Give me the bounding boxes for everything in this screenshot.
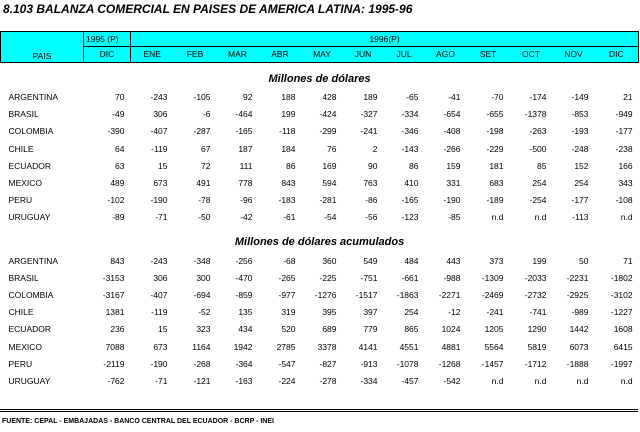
value-cell: -86 [365,195,378,206]
country-cell: ARGENTINA [8,255,59,266]
value-cell: 489 [110,178,125,189]
value-cell: -853 [571,109,589,120]
section-body-acumulados [1,252,639,390]
value-cell: -71 [155,375,168,386]
section-heading-acumulados [1,232,639,252]
value-cell: 236 [110,324,125,335]
value-cell: 92 [243,92,253,103]
value-cell: 360 [322,255,337,266]
value-cell: 373 [489,255,504,266]
month-header: AGO [425,47,467,63]
table-row [1,321,639,338]
table-row [1,338,639,355]
value-cell: -190 [150,358,168,369]
value-cell: -654 [443,109,461,120]
value-cell: -2271 [438,289,461,300]
country-cell: COLOMBIA [8,289,54,300]
table-row [1,355,639,372]
value-cell: -263 [529,126,547,137]
country-cell: CHILE [8,307,34,318]
value-cell: -12 [448,307,461,318]
value-cell: 484 [404,255,419,266]
country-cell: BRASIL [8,272,39,283]
month-header: JUL [384,47,425,63]
value-cell: 4881 [441,341,461,352]
value-cell: n.d [491,212,504,223]
value-cell: 410 [404,178,419,189]
value-cell: 189 [363,92,378,103]
value-cell: -266 [443,143,461,154]
value-cell: 865 [404,324,419,335]
value-cell: 67 [201,143,211,154]
value-cell: -268 [193,358,211,369]
month-header: MAR [217,47,259,63]
value-cell: -1309 [481,272,504,283]
value-cell: -2925 [566,289,589,300]
value-cell: -3167 [102,289,125,300]
value-cell: -3102 [610,289,633,300]
value-cell: 6415 [613,341,633,352]
value-cell: -977 [278,289,296,300]
value-cell: -256 [235,255,253,266]
value-cell: -464 [235,109,253,120]
value-cell: 778 [238,178,253,189]
table-row [1,106,639,123]
value-cell: -123 [401,212,419,223]
value-cell: -3153 [102,272,125,283]
value-cell: 152 [574,160,589,171]
value-cell: -248 [571,143,589,154]
value-cell: 395 [322,307,337,318]
value-cell: -408 [443,126,461,137]
month-header: NOV [553,47,595,63]
value-cell: -500 [529,143,547,154]
value-cell: -102 [107,195,125,206]
value-cell: 90 [368,160,378,171]
value-cell: -241 [360,126,378,137]
value-cell: -149 [571,92,589,103]
country-cell: PERU [8,195,33,206]
section-title: Millones de dólares [268,72,371,85]
value-cell: -96 [240,195,253,206]
value-cell: -407 [150,289,168,300]
value-cell: -751 [360,272,378,283]
value-cell: 520 [281,324,296,335]
value-cell: 21 [623,92,633,103]
value-cell: -243 [150,92,168,103]
value-cell: -989 [571,307,589,318]
value-cell: -238 [615,143,633,154]
value-cell: 397 [363,307,378,318]
value-cell: -119 [151,307,168,318]
value-cell: 4551 [399,341,419,352]
country-cell: ECUADOR [8,324,52,335]
value-cell: -89 [112,212,125,223]
value-cell: 594 [322,178,337,189]
value-cell: -762 [107,375,125,386]
value-cell: 549 [363,255,378,266]
value-cell: -327 [360,109,378,120]
value-cell: 1024 [441,324,461,335]
value-cell: -1457 [481,358,504,369]
month-header: DIC [595,47,639,63]
value-cell: 199 [281,109,296,120]
value-cell: -224 [278,375,296,386]
value-cell: -183 [278,195,296,206]
value-cell: 3378 [317,341,337,352]
value-cell: -694 [193,289,211,300]
value-cell: 86 [409,160,419,171]
value-cell: -108 [615,195,633,206]
table-row [1,252,639,269]
value-cell: 306 [153,272,168,283]
value-cell: -54 [324,212,337,223]
country-cell: CHILE [8,143,34,154]
value-cell: -390 [107,126,125,137]
value-cell: 5564 [484,341,504,352]
value-cell: -85 [448,212,461,223]
value-cell: -299 [319,126,337,137]
month-header: MAY [302,47,343,63]
value-cell: -281 [319,195,337,206]
value-cell: 683 [489,178,504,189]
value-cell: 4141 [358,341,378,352]
value-cell: -49 [112,109,125,120]
value-cell: -165 [401,195,419,206]
value-cell: -41 [448,92,461,103]
value-cell: 72 [201,160,211,171]
value-cell: -1227 [610,307,633,318]
value-cell: -56 [365,212,378,223]
value-cell: 169 [322,160,337,171]
value-cell: 300 [196,272,211,283]
section-heading-millones [1,69,639,89]
table-row [1,286,639,303]
value-cell: -1276 [314,289,337,300]
value-cell: -1378 [524,109,547,120]
value-cell: -1863 [396,289,419,300]
value-cell: -364 [235,358,253,369]
value-cell: 689 [322,324,337,335]
value-cell: -193 [571,126,589,137]
value-cell: -229 [486,143,504,154]
month-header: FEB [174,47,217,63]
value-cell: -424 [319,109,337,120]
value-cell: -61 [283,212,296,223]
value-cell: -334 [360,375,378,386]
value-cell: -278 [319,375,337,386]
value-cell: 843 [281,178,296,189]
value-cell: 1442 [569,324,589,335]
value-cell: -1712 [524,358,547,369]
value-cell: -913 [360,358,378,369]
value-cell: -68 [283,255,296,266]
country-cell: COLOMBIA [8,126,54,137]
section-body-millones [1,89,639,227]
value-cell: -1078 [396,358,419,369]
value-cell: 306 [153,109,168,120]
value-cell: -143 [401,143,419,154]
table-row [1,157,639,174]
value-cell: 1381 [105,307,125,318]
value-cell: -189 [486,195,504,206]
header-row-years [1,32,639,47]
value-cell: 2785 [276,341,296,352]
value-cell: 85 [537,160,547,171]
table-row [1,269,639,286]
value-cell: -119 [151,143,168,154]
value-cell: -113 [572,212,589,223]
value-cell: 2 [372,143,378,154]
country-cell: PERU [8,358,33,369]
value-cell: 111 [239,160,253,171]
table-row [1,372,639,389]
value-cell: 199 [532,255,547,266]
country-cell: URUGUAY [8,375,51,386]
value-cell: n.d [534,212,547,223]
value-cell: 63 [115,160,125,171]
value-cell: 434 [238,324,253,335]
table-row [1,89,639,106]
value-cell: 86 [286,160,296,171]
value-cell: 71 [623,255,633,266]
value-cell: 1608 [613,324,633,335]
value-cell: -190 [443,195,461,206]
value-cell: 70 [115,92,125,103]
country-cell: URUGUAY [8,212,51,223]
value-cell: 15 [158,160,168,171]
value-cell: -2231 [566,272,589,283]
footer-divider-double [0,411,638,412]
value-cell: n.d [620,212,633,223]
footer-divider [0,409,638,410]
value-cell: 673 [153,178,168,189]
value-cell: 491 [196,178,211,189]
value-cell: 323 [196,324,211,335]
value-cell: n.d [620,375,633,386]
value-cell: -225 [319,272,337,283]
value-cell: -542 [443,375,461,386]
value-cell: 254 [574,178,589,189]
value-cell: -741 [529,307,547,318]
year-1996-header: 1996(P) [131,32,639,47]
value-cell: -1802 [610,272,633,283]
value-cell: -2469 [481,289,504,300]
value-cell: -2119 [103,358,125,369]
value-cell: -241 [486,307,504,318]
value-cell: 188 [281,92,296,103]
value-cell: 184 [281,143,296,154]
value-cell: 6073 [569,341,589,352]
value-cell: -52 [198,307,211,318]
table-row [1,192,639,209]
pais-header-top [1,32,84,47]
year-1995-header: 1995 (P) [84,32,131,47]
value-cell: 7088 [105,341,125,352]
value-cell: 343 [618,178,633,189]
value-cell: -165 [235,126,253,137]
value-cell: 166 [618,160,633,171]
trade-balance-table [0,31,639,390]
country-cell: BRASIL [8,109,39,120]
value-cell: -70 [491,92,504,103]
value-cell: 843 [110,255,125,266]
value-cell: 5819 [527,341,547,352]
value-cell: -470 [235,272,253,283]
value-cell: 319 [281,307,296,318]
table-row [1,123,639,140]
table-row [1,140,639,157]
value-cell: -174 [529,92,547,103]
section-title: Millones de dólares acumulados [234,236,405,248]
value-cell: -2732 [524,289,547,300]
value-cell: 673 [153,341,168,352]
value-cell: -71 [155,212,168,223]
country-cell: ARGENTINA [8,92,59,103]
value-cell: 779 [363,324,378,335]
month-header: JUN [343,47,384,63]
value-cell: -1517 [355,289,378,300]
value-cell: n.d [491,375,504,386]
month-header: OCT [510,47,553,63]
value-cell: -547 [278,358,296,369]
value-cell: 254 [532,178,547,189]
value-cell: -65 [406,92,419,103]
month-header: ABR [259,47,302,63]
value-cell: -949 [615,109,633,120]
value-cell: -334 [401,109,419,120]
value-cell: -118 [279,126,296,137]
month-header: ENE [131,47,174,63]
value-cell: -198 [486,126,504,137]
value-cell: -346 [401,126,419,137]
value-cell: -243 [150,255,168,266]
value-cell: -988 [443,272,461,283]
value-cell: 181 [489,160,504,171]
value-cell: -1997 [610,358,633,369]
value-cell: -348 [193,255,211,266]
value-cell: 135 [238,307,253,318]
value-cell: -457 [401,375,419,386]
value-cell: -859 [235,289,253,300]
value-cell: 331 [446,178,461,189]
value-cell: 64 [115,143,125,154]
country-cell: MEXICO [8,178,43,189]
value-cell: n.d [576,375,589,386]
country-cell: ECUADOR [8,160,52,171]
value-cell: 443 [446,255,461,266]
month-header: DIC [84,47,131,63]
header-row-months [1,47,639,63]
value-cell: -1888 [566,358,589,369]
value-cell: -407 [150,126,168,137]
value-cell: 1164 [192,341,211,352]
value-cell: -2033 [524,272,547,283]
value-cell: -78 [198,195,211,206]
country-cell: MEXICO [8,341,43,352]
value-cell: 50 [579,255,589,266]
table-row [1,209,639,226]
value-cell: n.d [534,375,547,386]
value-cell: 1205 [484,324,504,335]
month-header: SET [467,47,510,63]
value-cell: -265 [278,272,296,283]
value-cell: 15 [158,324,168,335]
value-cell: -6 [202,109,211,120]
value-cell: -105 [193,92,211,103]
value-cell: -287 [193,126,211,137]
value-cell: -661 [401,272,419,283]
value-cell: -163 [235,375,253,386]
table-row [1,304,639,321]
value-cell: 1942 [233,341,253,352]
value-cell: -827 [319,358,337,369]
table-row [1,174,639,191]
table-title: 8.103 BALANZA COMERCIAL EN PAISES DE AMERICA LATINA: 1995-96 [3,2,413,16]
value-cell: -254 [529,195,547,206]
value-cell: -1268 [438,358,461,369]
value-cell: -42 [240,212,253,223]
pais-header: PAIS [1,47,84,63]
source-note: FUENTE: CEPAL - EMBAJADAS - BANCO CENTRAL DEL ECUADOR - BCRP - INEI [2,418,274,425]
value-cell: -50 [198,212,211,223]
value-cell: 428 [322,92,337,103]
value-cell: -177 [571,195,589,206]
value-cell: 254 [404,307,419,318]
value-cell: 763 [363,178,378,189]
value-cell: -190 [150,195,168,206]
value-cell: 187 [238,143,253,154]
value-cell: 159 [446,160,461,171]
value-cell: 76 [327,143,337,154]
value-cell: -177 [615,126,633,137]
value-cell: 1290 [527,324,547,335]
value-cell: -655 [486,109,504,120]
value-cell: -121 [193,375,211,386]
